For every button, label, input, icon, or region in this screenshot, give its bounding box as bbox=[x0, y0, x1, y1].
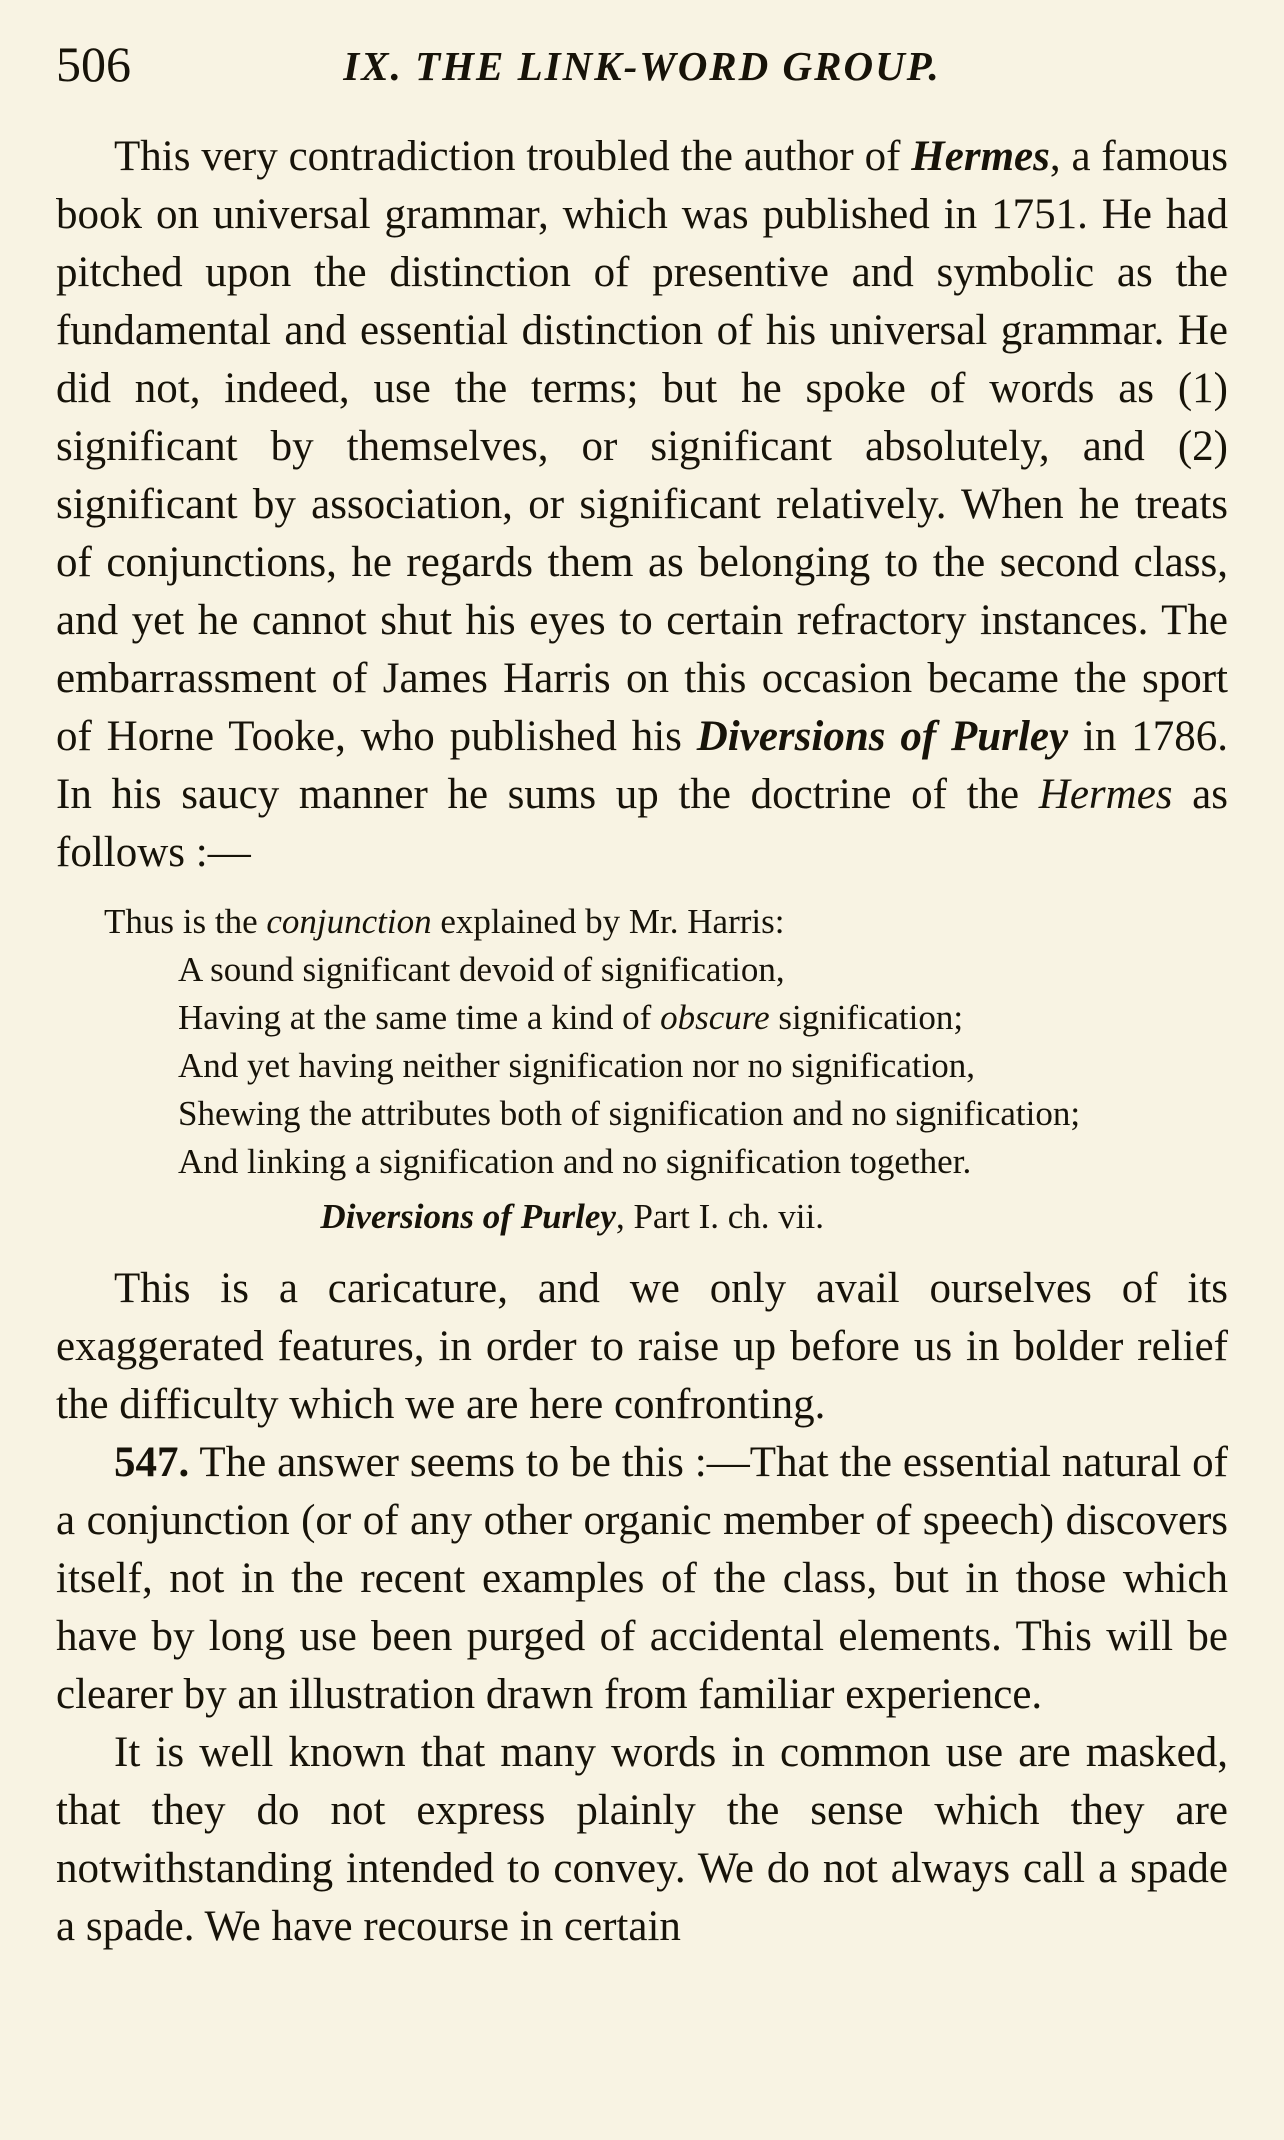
text-segment: And yet having neither signification nor no signification, bbox=[178, 1046, 976, 1085]
paragraph-caricature bbox=[56, 1260, 1228, 1434]
quote-line bbox=[178, 946, 1228, 994]
text-segment: Having at the same time a kind of bbox=[178, 998, 661, 1037]
text-segment: conjunction bbox=[266, 902, 432, 941]
quote-line bbox=[178, 1090, 1228, 1138]
text-segment: signification; bbox=[769, 998, 964, 1037]
text-segment: explained by Mr. Harris: bbox=[431, 902, 785, 941]
quote-attribution bbox=[56, 1192, 1228, 1242]
text-segment: The answer seems to be this :—That the essential natural of a conjunction (or of any other organic member of speech) discovers itself, not in the recent examples of the class, but in those which have by long use been purged of accidental elements. This will be clearer by an illustration drawn from familiar experience. bbox=[56, 1439, 1228, 1718]
page-body bbox=[56, 128, 1228, 1956]
text-segment: Hermes bbox=[1038, 771, 1173, 818]
block-quote bbox=[56, 898, 1228, 1242]
text-segment: , Part I. ch. vii. bbox=[615, 1197, 824, 1236]
quote-line bbox=[178, 1042, 1228, 1090]
text-segment: It is well known that many words in common use are masked, that they do not express plainly the sense which they are notwithstanding intended to convey. We do not always call a spade a spade. We have recourse in certain bbox=[56, 1729, 1228, 1950]
text-segment: This very contradiction troubled the author of bbox=[114, 133, 912, 180]
text-segment: Diversions of Purley bbox=[320, 1197, 616, 1236]
quote-line bbox=[178, 1138, 1228, 1186]
text-segment: A sound significant devoid of signification, bbox=[178, 950, 785, 989]
text-segment: Hermes bbox=[911, 133, 1050, 180]
text-segment: as follows :— bbox=[56, 771, 1229, 876]
text-segment: And linking a signification and no signification together. bbox=[178, 1142, 972, 1181]
text-segment: obscure bbox=[660, 998, 770, 1037]
text-segment: Shewing the attributes both of signification and no signification; bbox=[178, 1094, 1081, 1133]
paragraph-hermes-contradiction bbox=[56, 128, 1228, 882]
text-segment: 547. bbox=[114, 1439, 190, 1486]
quote-line bbox=[178, 994, 1228, 1042]
quote-intro bbox=[104, 898, 1228, 946]
text-segment: This is a caricature, and we only avail ourselves of its exaggerated features, in order to raise up before us in bolder relief the difficulty which we are here confronting. bbox=[56, 1265, 1228, 1428]
text-segment: Diversions of Purley bbox=[696, 713, 1069, 760]
page-number: 506 bbox=[56, 36, 131, 92]
text-segment: Thus is the bbox=[104, 902, 267, 941]
page-header bbox=[56, 34, 1228, 98]
text-segment: in 1786. In his saucy manner he sums up the doctrine of the bbox=[56, 713, 1229, 818]
paragraph-547-answer bbox=[56, 1434, 1228, 1724]
running-head: IX. THE LINK-WORD GROUP. bbox=[343, 43, 941, 89]
paragraph-words-masked bbox=[56, 1724, 1228, 1956]
text-segment: , a famous book on universal grammar, which was published in 1751. He had pitched upon the distinction of presentive and symbolic as the fundamental and essential distinction of his universal grammar. He did not, indeed, use the terms; but he spoke of words as (1) significant by themselves, or significant absolutely, and (2) significant by association, or significant relatively. When he treats of conjunctions, he regards them as belonging to the second class, and yet he cannot shut his eyes to certain refractory instances. The embarrassment of James Harris on this occasion became the sport of Horne Tooke, who published his bbox=[56, 133, 1229, 760]
